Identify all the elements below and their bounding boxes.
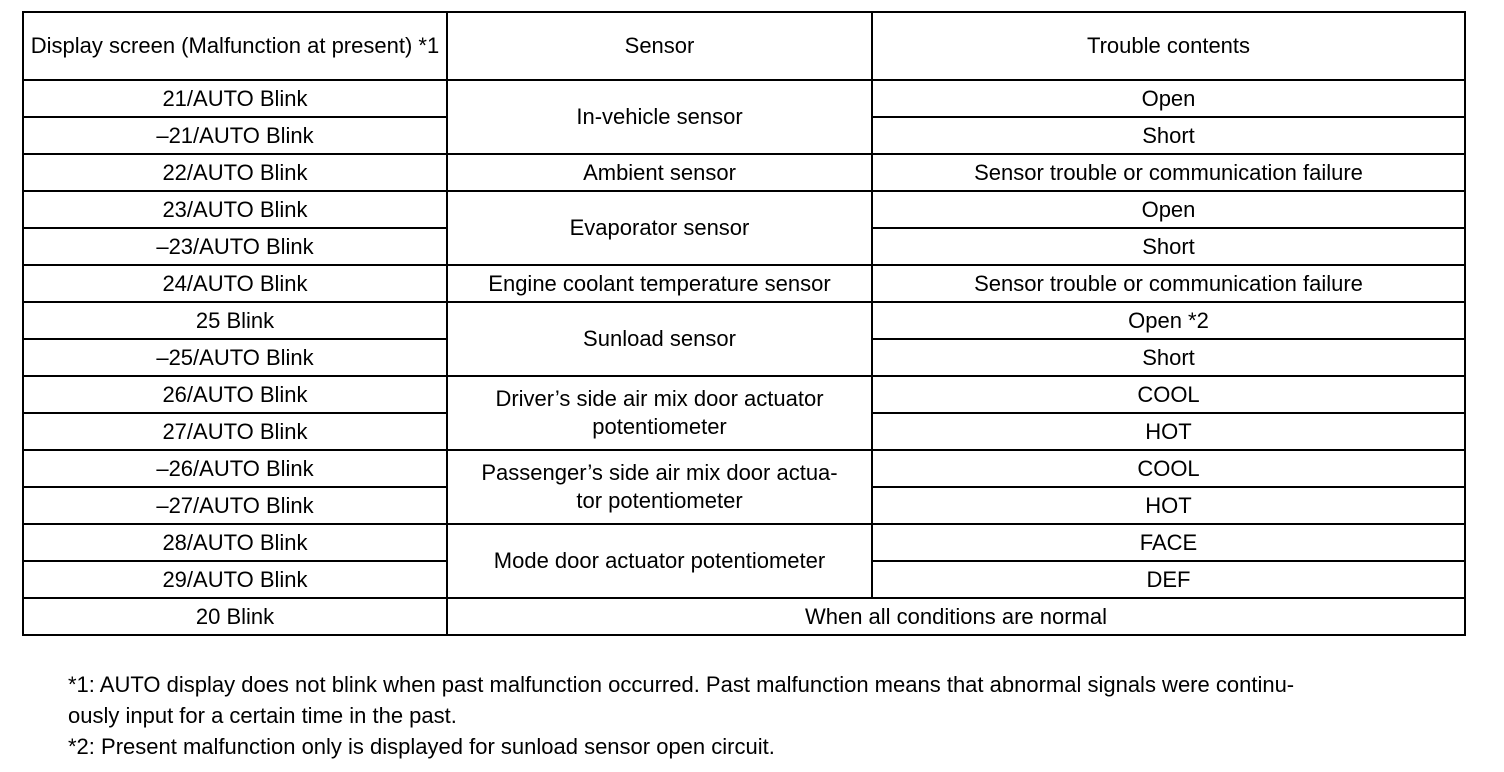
sensor-cell: Sunload sensor xyxy=(447,302,872,376)
sensor-cell xyxy=(447,450,872,524)
display-cell: 29/AUTO Blink xyxy=(23,561,447,598)
sensor-line: Passenger’s side air mix door actua- xyxy=(481,460,838,485)
table-row xyxy=(23,524,1465,561)
trouble-cell: Open xyxy=(872,191,1465,228)
table-row xyxy=(23,265,1465,302)
table-row xyxy=(23,598,1465,635)
display-cell: –26/AUTO Blink xyxy=(23,450,447,487)
display-cell: –27/AUTO Blink xyxy=(23,487,447,524)
footnote-1-line-2: ously input for a certain time in the past. xyxy=(68,703,457,728)
trouble-cell: Open *2 xyxy=(872,302,1465,339)
header-trouble-contents: Trouble contents xyxy=(872,12,1465,80)
table-row xyxy=(23,154,1465,191)
trouble-cell: Sensor trouble or communication failure xyxy=(872,154,1465,191)
table-row xyxy=(23,191,1465,228)
sensor-line: Driver’s side air mix door actuator xyxy=(495,386,824,411)
display-cell: 20 Blink xyxy=(23,598,447,635)
trouble-cell: DEF xyxy=(872,561,1465,598)
display-cell: 26/AUTO Blink xyxy=(23,376,447,413)
table-row xyxy=(23,450,1465,487)
display-cell: 24/AUTO Blink xyxy=(23,265,447,302)
trouble-cell: HOT xyxy=(872,487,1465,524)
trouble-cell: COOL xyxy=(872,450,1465,487)
footnotes xyxy=(68,669,1468,762)
header-sensor: Sensor xyxy=(447,12,872,80)
display-cell: 23/AUTO Blink xyxy=(23,191,447,228)
normal-condition-cell: When all conditions are normal xyxy=(447,598,1465,635)
trouble-cell: COOL xyxy=(872,376,1465,413)
footnote-1-line-1: *1: AUTO display does not blink when past malfunction occurred. Past malfunction means that abnormal signals were continu- xyxy=(68,672,1295,697)
header-row xyxy=(23,12,1465,80)
display-cell: 27/AUTO Blink xyxy=(23,413,447,450)
sensor-cell: Ambient sensor xyxy=(447,154,872,191)
display-cell: 21/AUTO Blink xyxy=(23,80,447,117)
trouble-cell: Short xyxy=(872,339,1465,376)
table-row xyxy=(23,376,1465,413)
trouble-cell: Short xyxy=(872,117,1465,154)
display-cell: –25/AUTO Blink xyxy=(23,339,447,376)
sensor-cell: Evaporator sensor xyxy=(447,191,872,265)
sensor-cell: Engine coolant temperature sensor xyxy=(447,265,872,302)
trouble-cell: HOT xyxy=(872,413,1465,450)
trouble-cell: Sensor trouble or communication failure xyxy=(872,265,1465,302)
footnote-2: *2: Present malfunction only is displayed for sunload sensor open circuit. xyxy=(68,734,775,759)
sensor-cell xyxy=(447,376,872,450)
table-row xyxy=(23,302,1465,339)
trouble-cell: Open xyxy=(872,80,1465,117)
malfunction-code-table xyxy=(22,11,1466,636)
display-cell: 25 Blink xyxy=(23,302,447,339)
trouble-cell: Short xyxy=(872,228,1465,265)
display-cell: –23/AUTO Blink xyxy=(23,228,447,265)
sensor-line: potentiometer xyxy=(592,414,727,439)
table-row xyxy=(23,80,1465,117)
sensor-line: tor potentiometer xyxy=(576,488,743,513)
sensor-cell: Mode door actuator potentiometer xyxy=(447,524,872,598)
display-cell: 28/AUTO Blink xyxy=(23,524,447,561)
sensor-cell: In-vehicle sensor xyxy=(447,80,872,154)
display-cell: 22/AUTO Blink xyxy=(23,154,447,191)
display-cell: –21/AUTO Blink xyxy=(23,117,447,154)
header-display-screen: Display screen (Malfunction at present) *1 xyxy=(23,12,447,80)
trouble-cell: FACE xyxy=(872,524,1465,561)
